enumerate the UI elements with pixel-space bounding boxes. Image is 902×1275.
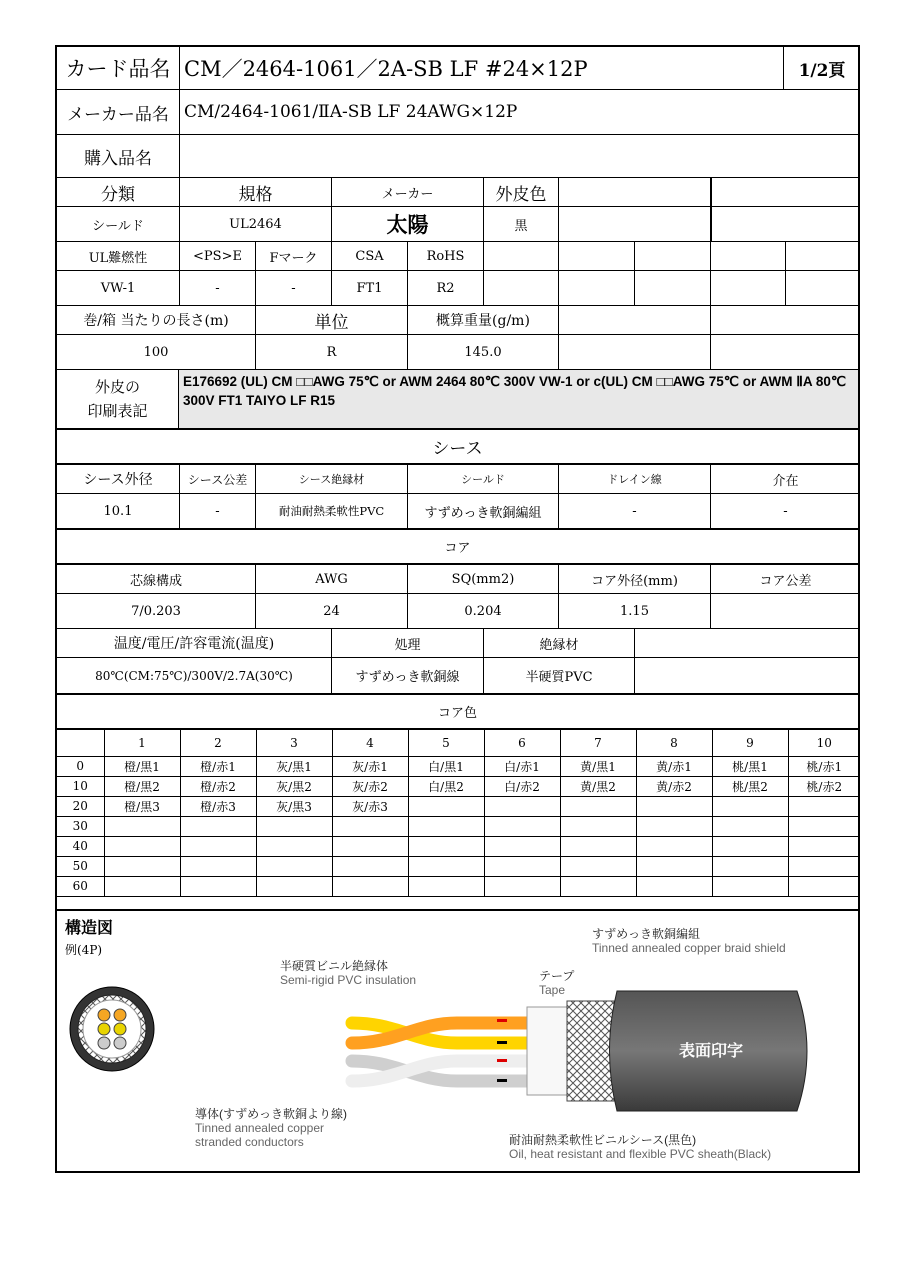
core-color-cell <box>788 876 860 896</box>
print-marking-label-2: 印刷表記 <box>87 402 148 420</box>
print-marking-text: E176692 (UL) CM □□AWG 75℃ or AWM 2464 80℃ 300V VW-1 or c(UL) CM □□AWG 75℃ or AWM ⅡA 80℃ 300V FT1 TAIYO LF R15 <box>179 370 858 428</box>
rohs-header: RoHS <box>408 242 484 270</box>
core-color-cell <box>712 856 788 876</box>
conductor-label-jp: 導体(すずめっき軟銅より線) <box>195 1107 347 1121</box>
spec1-blank-a <box>559 178 711 206</box>
core-color-cell: 桃/赤1 <box>788 756 860 776</box>
core-color-corner <box>57 730 104 756</box>
core-color-cell <box>332 856 408 876</box>
core-color-cell <box>332 836 408 856</box>
card-name-value: CM／2464-1061／2A-SB LF #24×12P <box>180 47 784 89</box>
spec2-value-row <box>57 271 858 306</box>
core-color-cell: 黄/赤2 <box>636 776 712 796</box>
diagram-title: 構造図 <box>65 918 114 937</box>
spec2-blank-4 <box>711 242 786 270</box>
core-color-cell <box>788 796 860 816</box>
spec3-blank-a <box>559 306 711 334</box>
core-color-col-header: 4 <box>332 730 408 756</box>
core-color-cell: 橙/黒2 <box>104 776 180 796</box>
core-color-header-row <box>57 730 860 756</box>
core-color-cell <box>560 816 636 836</box>
sheath-tolerance-value: - <box>180 494 256 528</box>
conductor-label-en1: Tinned annealed copper <box>195 1121 324 1135</box>
core-color-cell <box>712 876 788 896</box>
sheath-od-value: 10.1 <box>57 494 180 528</box>
core-color-cell <box>408 816 484 836</box>
unit-header: 単位 <box>256 306 408 334</box>
filler-header: 介在 <box>772 473 799 489</box>
spec1-header-row <box>57 178 858 207</box>
core-temp-blank-b <box>635 658 860 693</box>
core-color-row-index: 50 <box>57 856 104 876</box>
insulation-value: 半硬質PVC <box>484 658 635 693</box>
core-color-col-header: 5 <box>408 730 484 756</box>
ul-flame-header: UL難燃性 <box>57 242 180 270</box>
filler-value: - <box>783 503 788 519</box>
csa-header: CSA <box>332 242 408 270</box>
core-value-row <box>57 594 858 629</box>
shield-value: すずめっき軟銅編組 <box>408 494 559 528</box>
core-color-cell <box>180 856 256 876</box>
f-mark-header: Fマーク <box>256 242 332 270</box>
tape-label-jp: テープ <box>539 969 575 983</box>
strand-header: 芯線構成 <box>57 565 256 593</box>
spec1-blank-c <box>559 207 711 241</box>
core-temp-value-row <box>57 658 858 695</box>
cable-drawing <box>57 911 860 1175</box>
core-color-row <box>57 816 860 836</box>
core-color-cell: 白/赤1 <box>484 756 560 776</box>
spec2-blank-7 <box>559 271 635 305</box>
core-color-row <box>57 756 860 776</box>
purchase-name-value <box>180 135 858 177</box>
insulation-label-jp: 半硬質ビニル絶縁体 <box>280 959 389 973</box>
core-temp-header-row <box>57 629 858 658</box>
page-number: 1/2頁 <box>798 60 846 81</box>
core-color-cell: 灰/赤3 <box>332 796 408 816</box>
diagram-example: 例(4P) <box>65 943 103 957</box>
drain-wire-value: - <box>559 494 711 528</box>
temp-voltage-header: 温度/電圧/許容電流(温度) <box>57 629 332 657</box>
braid-label-jp: すずめっき軟銅編組 <box>592 927 701 941</box>
core-color-cell <box>408 876 484 896</box>
awg-value: 24 <box>256 594 408 628</box>
core-color-cell <box>788 856 860 876</box>
core-color-cell <box>560 876 636 896</box>
core-color-cell <box>484 836 560 856</box>
core-color-cell <box>256 876 332 896</box>
core-od-header: コア外径(mm) <box>559 565 711 593</box>
card-name-label: カード品名 <box>57 47 180 89</box>
core-color-row <box>57 836 860 856</box>
spec-sheet <box>55 45 860 1173</box>
insulation-label-en: Semi-rigid PVC insulation <box>280 973 417 987</box>
shield-header: シールド <box>408 465 559 493</box>
spec2-blank-8 <box>635 271 711 305</box>
core-color-table <box>57 730 860 897</box>
spec2-blank-10 <box>786 271 860 305</box>
core-color-cell <box>104 876 180 896</box>
core-color-cell <box>104 856 180 876</box>
core-color-cell <box>560 796 636 816</box>
sheath-title-row <box>57 430 858 465</box>
core-color-cell <box>332 876 408 896</box>
core-color-cell <box>712 796 788 816</box>
core-color-cell <box>712 836 788 856</box>
core-color-cell <box>484 816 560 836</box>
spec3-blank-d <box>711 335 860 369</box>
sheath-label-jp: 耐油耐熱柔軟性ビニルシース(黒色) <box>509 1133 697 1147</box>
treatment-value: すずめっき軟銅線 <box>332 658 484 693</box>
core-color-col-header: 7 <box>560 730 636 756</box>
core-color-cell: 灰/黒3 <box>256 796 332 816</box>
core-color-cell <box>180 876 256 896</box>
awg-header: AWG <box>256 565 408 593</box>
core-color-cell: 白/黒2 <box>408 776 484 796</box>
core-color-cell: 橙/黒3 <box>104 796 180 816</box>
wires-icon <box>352 1019 527 1082</box>
core-tolerance-header: コア公差 <box>759 573 812 589</box>
weight-value: 145.0 <box>408 335 559 369</box>
core-color-cell <box>484 876 560 896</box>
jacket-color-header: 外皮色 <box>484 178 559 206</box>
surface-print-text: 表面印字 <box>679 1041 744 1060</box>
core-header-row <box>57 565 858 594</box>
core-color-cell <box>180 816 256 836</box>
print-marking-label <box>57 370 179 428</box>
core-temp-blank-a <box>635 629 860 657</box>
tape-layer-icon <box>527 1007 567 1095</box>
spec1-blank-b <box>711 178 860 206</box>
core-color-cell <box>712 816 788 836</box>
drain-wire-header: ドレイン線 <box>559 465 711 493</box>
core-color-title: コア色 <box>437 706 477 721</box>
spec3-blank-b <box>711 306 860 334</box>
core-color-row <box>57 776 860 796</box>
spec3-header-row <box>57 306 858 335</box>
spec2-blank-1 <box>484 242 559 270</box>
strand-value: 7/0.203 <box>57 594 256 628</box>
core-title-row <box>57 530 858 565</box>
core-color-cell <box>180 836 256 856</box>
core-color-cell: 橙/赤3 <box>180 796 256 816</box>
core-od-value: 1.15 <box>559 594 711 628</box>
core-color-col-header: 6 <box>484 730 560 756</box>
csa-value: FT1 <box>332 271 408 305</box>
category-value: シールド <box>57 207 180 241</box>
spec2-blank-2 <box>559 242 635 270</box>
f-mark-value: - <box>256 271 332 305</box>
maker-value: 太陽 <box>332 207 484 241</box>
conductor-label-en2: stranded conductors <box>195 1135 304 1149</box>
spec2-header-row <box>57 242 858 271</box>
core-color-row-index: 20 <box>57 796 104 816</box>
sheath-label-en: Oil, heat resistant and flexible PVC sheath(Black) <box>509 1147 772 1161</box>
core-color-cell: 灰/黒1 <box>256 756 332 776</box>
sheath-tolerance-header: シース公差 <box>180 465 256 493</box>
print-marking-label-1: 外皮の <box>94 378 140 396</box>
rohs-value: R2 <box>408 271 484 305</box>
sq-header: SQ(mm2) <box>408 565 559 593</box>
core-color-col-header: 1 <box>104 730 180 756</box>
core-color-title-row <box>57 695 858 730</box>
core-color-cell <box>788 836 860 856</box>
spec2-blank-9 <box>711 271 786 305</box>
pse-value: - <box>180 271 256 305</box>
spec2-blank-6 <box>484 271 559 305</box>
core-color-row-index: 10 <box>57 776 104 796</box>
core-color-row-index: 60 <box>57 876 104 896</box>
core-color-cell <box>332 816 408 836</box>
sheath-insulation-header: シース絶縁材 <box>256 465 408 493</box>
spec1-value-row <box>57 207 858 242</box>
maker-name-label: メーカー品名 <box>57 90 180 134</box>
maker-name-row <box>57 90 858 135</box>
core-color-row-index: 0 <box>57 756 104 776</box>
temp-voltage-value: 80℃(CM:75℃)/300V/2.7A(30℃) <box>57 658 332 693</box>
weight-header: 概算重量(g/m) <box>408 306 559 334</box>
core-color-cell: 橙/赤1 <box>180 756 256 776</box>
core-color-cell <box>636 836 712 856</box>
core-color-col-header: 3 <box>256 730 332 756</box>
core-color-col-header: 8 <box>636 730 712 756</box>
core-color-cell <box>636 856 712 876</box>
insulation-header: 絶縁材 <box>484 629 635 657</box>
core-color-cell: 桃/黒1 <box>712 756 788 776</box>
spec3-value-row <box>57 335 858 370</box>
core-color-row-index: 30 <box>57 816 104 836</box>
core-color-cell: 白/赤2 <box>484 776 560 796</box>
core-color-row-index: 40 <box>57 836 104 856</box>
core-color-cell: 灰/赤1 <box>332 756 408 776</box>
core-color-cell <box>256 856 332 876</box>
core-color-cell <box>104 816 180 836</box>
purchase-name-row <box>57 135 858 178</box>
sheath-header-row <box>57 465 858 494</box>
core-color-cell <box>256 816 332 836</box>
card-name-row <box>57 47 858 90</box>
sheath-insulation-value: 耐油耐熱柔軟性PVC <box>256 494 408 528</box>
unit-value: R <box>256 335 408 369</box>
core-color-cell <box>788 816 860 836</box>
core-color-cell <box>104 836 180 856</box>
core-color-row <box>57 796 860 816</box>
spec3-blank-c <box>559 335 711 369</box>
core-color-cell <box>560 836 636 856</box>
spec2-blank-5 <box>786 242 860 270</box>
core-color-cell: 灰/赤2 <box>332 776 408 796</box>
ul-flame-value: VW-1 <box>57 271 180 305</box>
braid-label-en: Tinned annealed copper braid shield <box>592 941 786 955</box>
core-color-row <box>57 856 860 876</box>
standard-value: UL2464 <box>180 207 332 241</box>
jacket-color-value: 黒 <box>484 207 559 241</box>
spec2-blank-3 <box>635 242 711 270</box>
core-color-cell: 黄/黒1 <box>560 756 636 776</box>
core-color-cell: 黄/黒2 <box>560 776 636 796</box>
core-title: コア <box>444 541 471 556</box>
core-color-cell: 桃/黒2 <box>712 776 788 796</box>
tape-label-en: Tape <box>539 983 566 997</box>
core-color-cell: 橙/赤2 <box>180 776 256 796</box>
core-color-cell: 黄/赤1 <box>636 756 712 776</box>
category-header: 分類 <box>57 178 180 206</box>
core-color-cell <box>484 796 560 816</box>
length-per-reel-header: 巻/箱 当たりの長さ(m) <box>57 306 256 334</box>
core-color-cell <box>484 856 560 876</box>
treatment-header: 処理 <box>332 629 484 657</box>
sq-value: 0.204 <box>408 594 559 628</box>
core-color-row <box>57 876 860 896</box>
standard-header: 規格 <box>180 178 332 206</box>
core-color-col-header: 10 <box>788 730 860 756</box>
core-color-cell <box>256 836 332 856</box>
core-color-cell <box>636 816 712 836</box>
core-color-col-header: 9 <box>712 730 788 756</box>
sheath-od-header: シース外径 <box>57 465 180 493</box>
core-tolerance-value <box>711 594 860 628</box>
print-marking-row <box>57 370 858 430</box>
spec1-blank-d <box>711 207 860 241</box>
core-color-cell: 桃/赤2 <box>788 776 860 796</box>
pse-header: <PS>E <box>180 242 256 270</box>
core-color-cell: 橙/黒1 <box>104 756 180 776</box>
purchase-name-label: 購入品名 <box>57 135 180 177</box>
maker-header: メーカー <box>332 178 484 206</box>
core-color-cell: 白/黒1 <box>408 756 484 776</box>
core-color-cell <box>408 796 484 816</box>
core-color-col-header: 2 <box>180 730 256 756</box>
core-color-cell <box>636 796 712 816</box>
cross-section-icon <box>70 987 154 1071</box>
length-per-reel-value: 100 <box>57 335 256 369</box>
maker-name-value: CM/2464-1061/ⅡA-SB LF 24AWG×12P <box>184 102 518 122</box>
structure-diagram <box>57 909 858 1171</box>
core-color-cell <box>560 856 636 876</box>
core-color-cell <box>636 876 712 896</box>
sheath-title: シース <box>432 439 483 459</box>
core-color-cell <box>408 856 484 876</box>
sheath-value-row <box>57 494 858 530</box>
core-color-cell <box>408 836 484 856</box>
core-color-cell: 灰/黒2 <box>256 776 332 796</box>
